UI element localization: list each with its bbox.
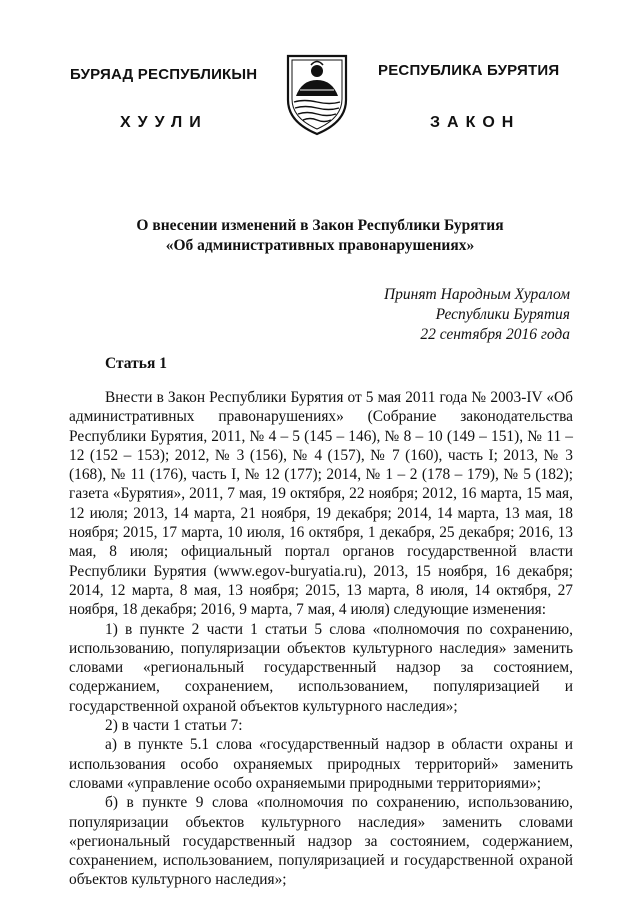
paragraph-item-2b: б) в пункте 9 слова «полномочия по сохранению, использованию, популяризации объектов культурного наследия» заменить словами «региональный государственный надзор за состоянием, содержанием, сохранением, использованием, популяризацией и государственной охраной объектов культурного наследия»; xyxy=(69,794,573,889)
header-right-doctype: ЗАКОН xyxy=(430,114,521,131)
header-left-title: БУРЯАД РЕСПУБЛИКЫН xyxy=(70,66,258,83)
article-body xyxy=(69,388,573,890)
coat-of-arms-icon xyxy=(282,50,352,138)
adoption-note-line-1: Принят Народным Хуралом xyxy=(383,286,570,303)
paragraph-item-2a: а) в пункте 5.1 слова «государственный надзор в области охраны и использования особо охраняемых природных территорий» заменить словами «управление особо охраняемыми природными территориями»; xyxy=(69,736,573,792)
header-left-doctype: ХУУЛИ xyxy=(120,114,208,131)
adoption-note-date: 22 сентября 2016 года xyxy=(420,326,570,343)
adoption-note-line-2: Республики Бурятия xyxy=(435,306,570,323)
law-title-line-1: О внесении изменений в Закон Республики Бурятия xyxy=(136,217,504,234)
paragraph-item-1: 1) в пункте 2 части 1 статьи 5 слова «полномочия по сохранению, использованию, популяризации объектов культурного наследия» заменить словами «региональный государственный надзор за состоянием, содержанием, сохранением, использованием, популяризацией и государственной охраной объектов культурного наследия»; xyxy=(69,620,573,715)
paragraph-item-2: 2) в части 1 статьи 7: xyxy=(105,717,243,735)
header-right-title: РЕСПУБЛИКА БУРЯТИЯ xyxy=(378,62,560,79)
law-title xyxy=(60,216,580,256)
article-heading: Статья 1 xyxy=(105,355,167,372)
paragraph-intro: Внести в Закон Республики Бурятия от 5 мая 2011 года № 2003-IV «Об административных правонарушениях» (Собрание законодательства Республики Бурятия, 2011, № 4 – 5 (145 – 146), № 8 – 10 (149 – 151), № 11 – 12 (152 – 153); 2012, № 3 (156), № 4 (157), № 7 (160), часть I; 2013, № 3 (168), № 11 (176), часть I, № 12 (177); 2014, № 1 – 2 (178 – 179), № 5 (182); газета «Бурятия», 2011, 7 мая, 19 октября, 22 ноября; 2012, 16 марта, 15 мая, 12 июля; 2013, 14 марта, 21 ноября, 19 декабря; 2014, 14 марта, 13 мая, 18 ноября; 2015, 17 марта, 10 июля, 16 октября, 1 декабря, 25 декабря; 2016, 13 мая, 8 июля; официальный портал органов государственной власти Республики Бурятия (www.egov-buryatia.ru), 2013, 15 ноября, 16 декабря; 2014, 12 марта, 8 мая, 13 ноября; 2015, 13 марта, 8 июля, 14 октября, 27 ноября, 18 декабря; 2016, 9 марта, 7 мая, 4 июля) следующие изменения: xyxy=(69,389,573,619)
adoption-note xyxy=(270,285,570,345)
law-title-line-2: «Об административных правонарушениях» xyxy=(165,237,475,254)
